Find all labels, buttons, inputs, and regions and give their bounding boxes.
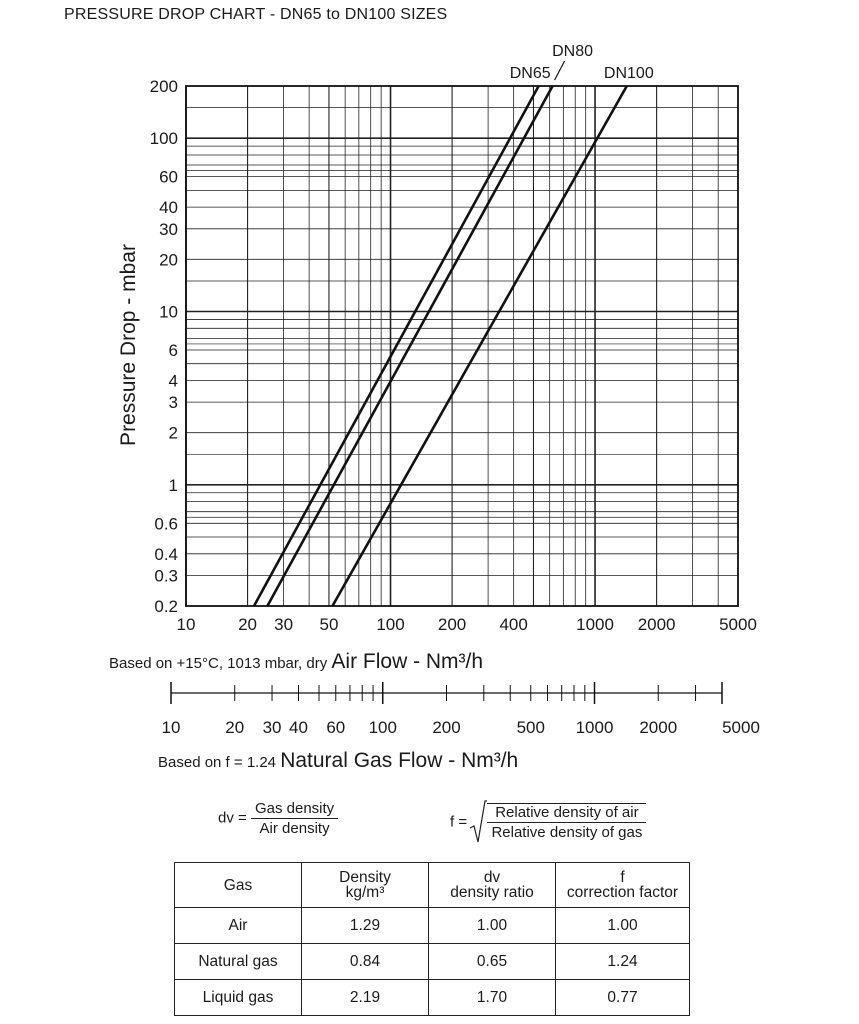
table-header-row: [175, 863, 690, 908]
x-tick-label: 2000: [637, 615, 676, 634]
y-tick-label: 6: [168, 340, 178, 360]
f-formula: [450, 800, 646, 844]
dv-numerator: Gas density: [251, 800, 338, 819]
chart-title: PRESSURE DROP CHART - DN65 to DN100 SIZES: [64, 6, 448, 23]
x-tick-label: 100: [376, 615, 405, 634]
table-cell: Natural gas: [175, 944, 302, 980]
y-tick-label: 20: [159, 250, 178, 270]
y-tick-label: 200: [149, 77, 178, 96]
x-tick-label: 30: [274, 615, 294, 634]
x-tick-label: 50: [319, 615, 339, 634]
table-cell: 1.29: [302, 908, 429, 944]
gas-scale-tick-label: 500: [516, 718, 545, 737]
table-cell: 0.84: [302, 944, 429, 980]
x-tick-label: 200: [437, 615, 467, 634]
table-cell: Liquid gas: [175, 980, 302, 1016]
x-tick-label: 1000: [576, 615, 614, 634]
f-numerator: Relative density of air: [487, 804, 646, 823]
table-cell: 0.77: [556, 980, 690, 1016]
gas-scale-tick-label: 10: [161, 718, 181, 737]
y-tick-label: 0.3: [154, 566, 178, 586]
f-denominator: Relative density of gas: [491, 824, 643, 841]
gas-scale-tick-label: 2000: [639, 718, 678, 737]
y-axis-label: Pressure Drop - mbar: [117, 244, 140, 446]
table-cell: 1.00: [556, 908, 690, 944]
table-header-cell: Gas: [175, 863, 302, 908]
f-fraction: [487, 803, 646, 841]
square-root-icon: [469, 800, 487, 844]
y-tick-label: 0.6: [154, 514, 178, 534]
gas-properties-table: [174, 862, 690, 1016]
series-label-dn80: DN80: [552, 43, 594, 60]
gas-scale-tick-label: 200: [432, 718, 461, 737]
series-label-leader: [555, 61, 565, 80]
y-tick-label: 1: [168, 475, 178, 495]
plot-frame: [186, 86, 738, 606]
gas-basis-note: Based on f = 1.24: [158, 754, 277, 771]
y-tick-label: 4: [168, 371, 178, 391]
table-row: [175, 908, 690, 944]
air-basis-note: Based on +15°C, 1013 mbar, dry: [109, 655, 328, 672]
dv-fraction: [251, 800, 338, 837]
y-tick-label: 40: [159, 198, 178, 218]
x-tick-label: 20: [238, 615, 258, 634]
table-cell: 1.70: [429, 980, 556, 1016]
gas-scale-tick-label: 30: [262, 718, 282, 737]
x-tick-label: 5000: [719, 615, 757, 634]
gas-scale-tick-label: 1000: [575, 718, 614, 737]
x-tick-label: 400: [499, 615, 528, 634]
table-cell: 2.19: [302, 980, 429, 1016]
table-cell: 0.65: [429, 944, 556, 980]
y-tick-label: 3: [168, 393, 178, 413]
table-header-cell: f correction factor: [556, 863, 690, 908]
air-flow-caption: [109, 650, 483, 674]
y-tick-label: 0.4: [154, 544, 178, 564]
dv-formula: [218, 800, 338, 837]
table-cell: 1.00: [429, 908, 556, 944]
y-tick-label: 30: [159, 219, 178, 239]
y-tick-label: 0.2: [154, 597, 178, 616]
series-line-dn65: [254, 86, 539, 606]
gas-flow-caption: [158, 749, 518, 773]
table-header-cell: dv density ratio: [429, 863, 556, 908]
series-line-dn100: [332, 86, 626, 606]
series-label-dn65: DN65: [509, 65, 551, 82]
gas-scale-tick-label: 100: [368, 718, 397, 737]
series-label-dn100: DN100: [603, 65, 654, 82]
gas-scale-tick-label: 20: [225, 718, 245, 737]
dv-formula-lhs: dv =: [218, 809, 247, 827]
gas-flow-axis-label: Natural Gas Flow - Nm³/h: [280, 749, 519, 772]
x-tick-label: 10: [176, 615, 196, 634]
series-line-dn80: [267, 86, 552, 606]
gas-scale-tick-label: 60: [326, 718, 346, 737]
table-cell: 1.24: [556, 944, 690, 980]
gas-scale-tick-label: 40: [289, 718, 308, 737]
gas-scale-tick-label: 5000: [722, 718, 760, 737]
table-header-cell: Density kg/m³: [302, 863, 429, 908]
table-row: [175, 944, 690, 980]
y-tick-label: 2: [168, 423, 178, 443]
dv-denominator: Air density: [259, 820, 330, 837]
y-tick-label: 60: [159, 167, 178, 187]
y-tick-label: 100: [149, 129, 178, 149]
y-tick-label: 10: [159, 302, 178, 322]
x-axis-label: Air Flow - Nm³/h: [331, 650, 484, 673]
table-row: [175, 980, 690, 1016]
f-formula-lhs: f =: [450, 813, 468, 831]
table-cell: Air: [175, 908, 302, 944]
